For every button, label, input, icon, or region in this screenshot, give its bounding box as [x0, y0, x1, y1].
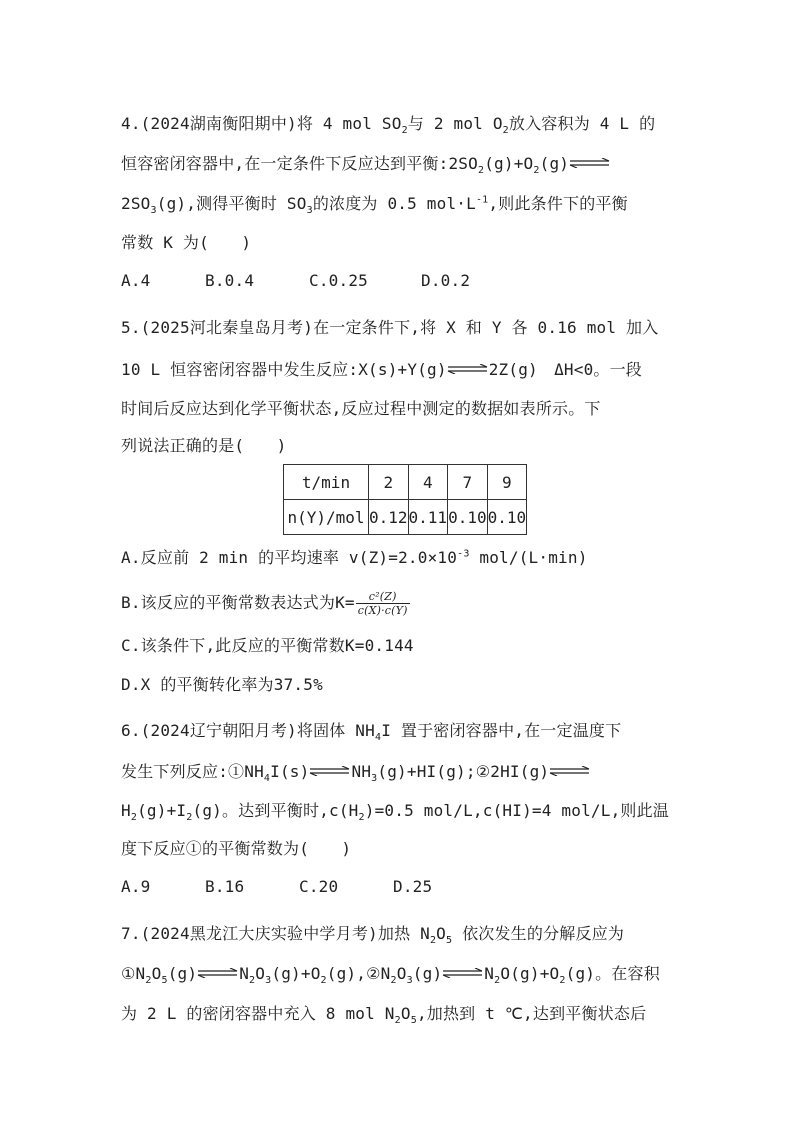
table-cell: t/min — [284, 465, 369, 500]
q6-option-a: A.9 — [121, 877, 151, 896]
q6-option-c: C.20 — [299, 877, 339, 896]
q4-option-c: C.0.25 — [309, 271, 368, 290]
q4-line4: 常数 K 为( ) — [121, 233, 252, 252]
table-cell: 0.10 — [487, 500, 527, 535]
equilibrium-arrow-icon — [549, 766, 591, 776]
q6-option-b: B.16 — [205, 877, 245, 896]
table-cell: 0.11 — [408, 500, 448, 535]
q4-option-d: D.0.2 — [421, 271, 471, 290]
data-table — [283, 464, 527, 535]
q7-line1: 7.(2024黑龙江大庆实验中学月考)加热 $N_2O_5$ 依次发生的分解反应为 — [121, 924, 625, 947]
table-cell: n(Y)/mol — [284, 500, 369, 535]
equilibrium-arrow-icon — [447, 364, 489, 374]
equilibrium-arrow-icon — [309, 766, 351, 776]
q5-line4: 列说法正确的是( ) — [121, 436, 287, 455]
q6-line1: 6.(2024辽宁朝阳月考)将固体 $NH_4I$ 置于密闭容器中,在一定温度下 — [121, 721, 622, 744]
q6-line4: 度下反应①的平衡常数为( ) — [121, 839, 352, 858]
q6-options — [121, 877, 432, 897]
q4-line2: 恒容密闭容器中,在一定条件下反应达到平衡$:2SO_2(g)+O_2(g)$ — [121, 154, 611, 174]
q4-line3: $2SO_3(g)$,测得平衡时 $SO_3$的浓度为 0.5 $mol\cdot L^{-1}$,则此条件下的平衡 — [121, 194, 628, 217]
q5-option-c: C.该条件下,此反应的平衡常数K=0.144 — [121, 636, 414, 655]
q5-option-d: D.X 的平衡转化率为37.5% — [121, 675, 323, 694]
equilibrium-arrow-icon — [197, 968, 239, 978]
q4-options — [121, 271, 470, 291]
q5-option-b: B.该反应的平衡常数表达式为K= $\frac{\text{c²(Z)}}{c(X)\cdot c(Y)}$ — [121, 590, 408, 617]
equilibrium-arrow-icon — [442, 968, 484, 978]
table-cell: 2 — [369, 465, 409, 500]
table-cell: 9 — [487, 465, 527, 500]
q5-line3: 时间后反应达到化学平衡状态,反应过程中测定的数据如表所示。下 — [121, 399, 601, 418]
table-cell: 0.12 — [369, 500, 409, 535]
table-cell: 0.10 — [448, 500, 488, 535]
q4-line1: 4.(2024湖南衡阳期中)将 4 mol $SO_2$与 2 mol $O_2$放入容积为 4 L 的 — [121, 114, 656, 137]
q6-line3: $H_2(g)+I_2(g)$。达到平衡时$,c(H_2)=0.5$ mol/L,c(HI)=4 mol/L,则此温 — [121, 801, 670, 824]
table-header-row — [284, 465, 527, 500]
equilibrium-fraction: $\frac{\text{c²(Z)}}{c(X)\cdot c(Y)}$ — [357, 590, 408, 617]
q5-line1: 5.(2025河北秦皇岛月考)在一定条件下,将 X 和 Y 各 0.16 mol 加入 — [121, 318, 659, 337]
equilibrium-arrow-icon — [569, 158, 611, 168]
q5-line2: 10 L 恒容密闭容器中发生反应:X(s)+Y(g) 2Z(g) ΔH<0。一段 — [121, 360, 642, 379]
q4-option-a: A.4 — [121, 271, 151, 290]
table-row — [284, 500, 527, 535]
q6-line2: 发生下列反应$:①NH_4I(s)$ $NH_3(g)+HI(g);②2HI(g)$ — [121, 762, 591, 782]
q4-option-b: B.0.4 — [205, 271, 255, 290]
q5-option-a: A.反应前 2 min 的平均速率 $v(Z)=2.0\times 10^{-3}$ mol/(L·min) — [121, 548, 588, 567]
q7-line3: 为 2 L 的密闭容器中充入 8 mol $N_2O_5$,加热到 t ℃,达到平衡状态后 — [121, 1004, 647, 1027]
q7-line2: $①N_2O_5(g)$ $N_2O_3(g)+O_2(g),②N_2O_3(g)$ $N_2O(g)+O_2(g)$。在容积 — [121, 964, 660, 987]
table-cell: 7 — [448, 465, 488, 500]
q6-option-d: D.25 — [393, 877, 433, 896]
table-cell: 4 — [408, 465, 448, 500]
